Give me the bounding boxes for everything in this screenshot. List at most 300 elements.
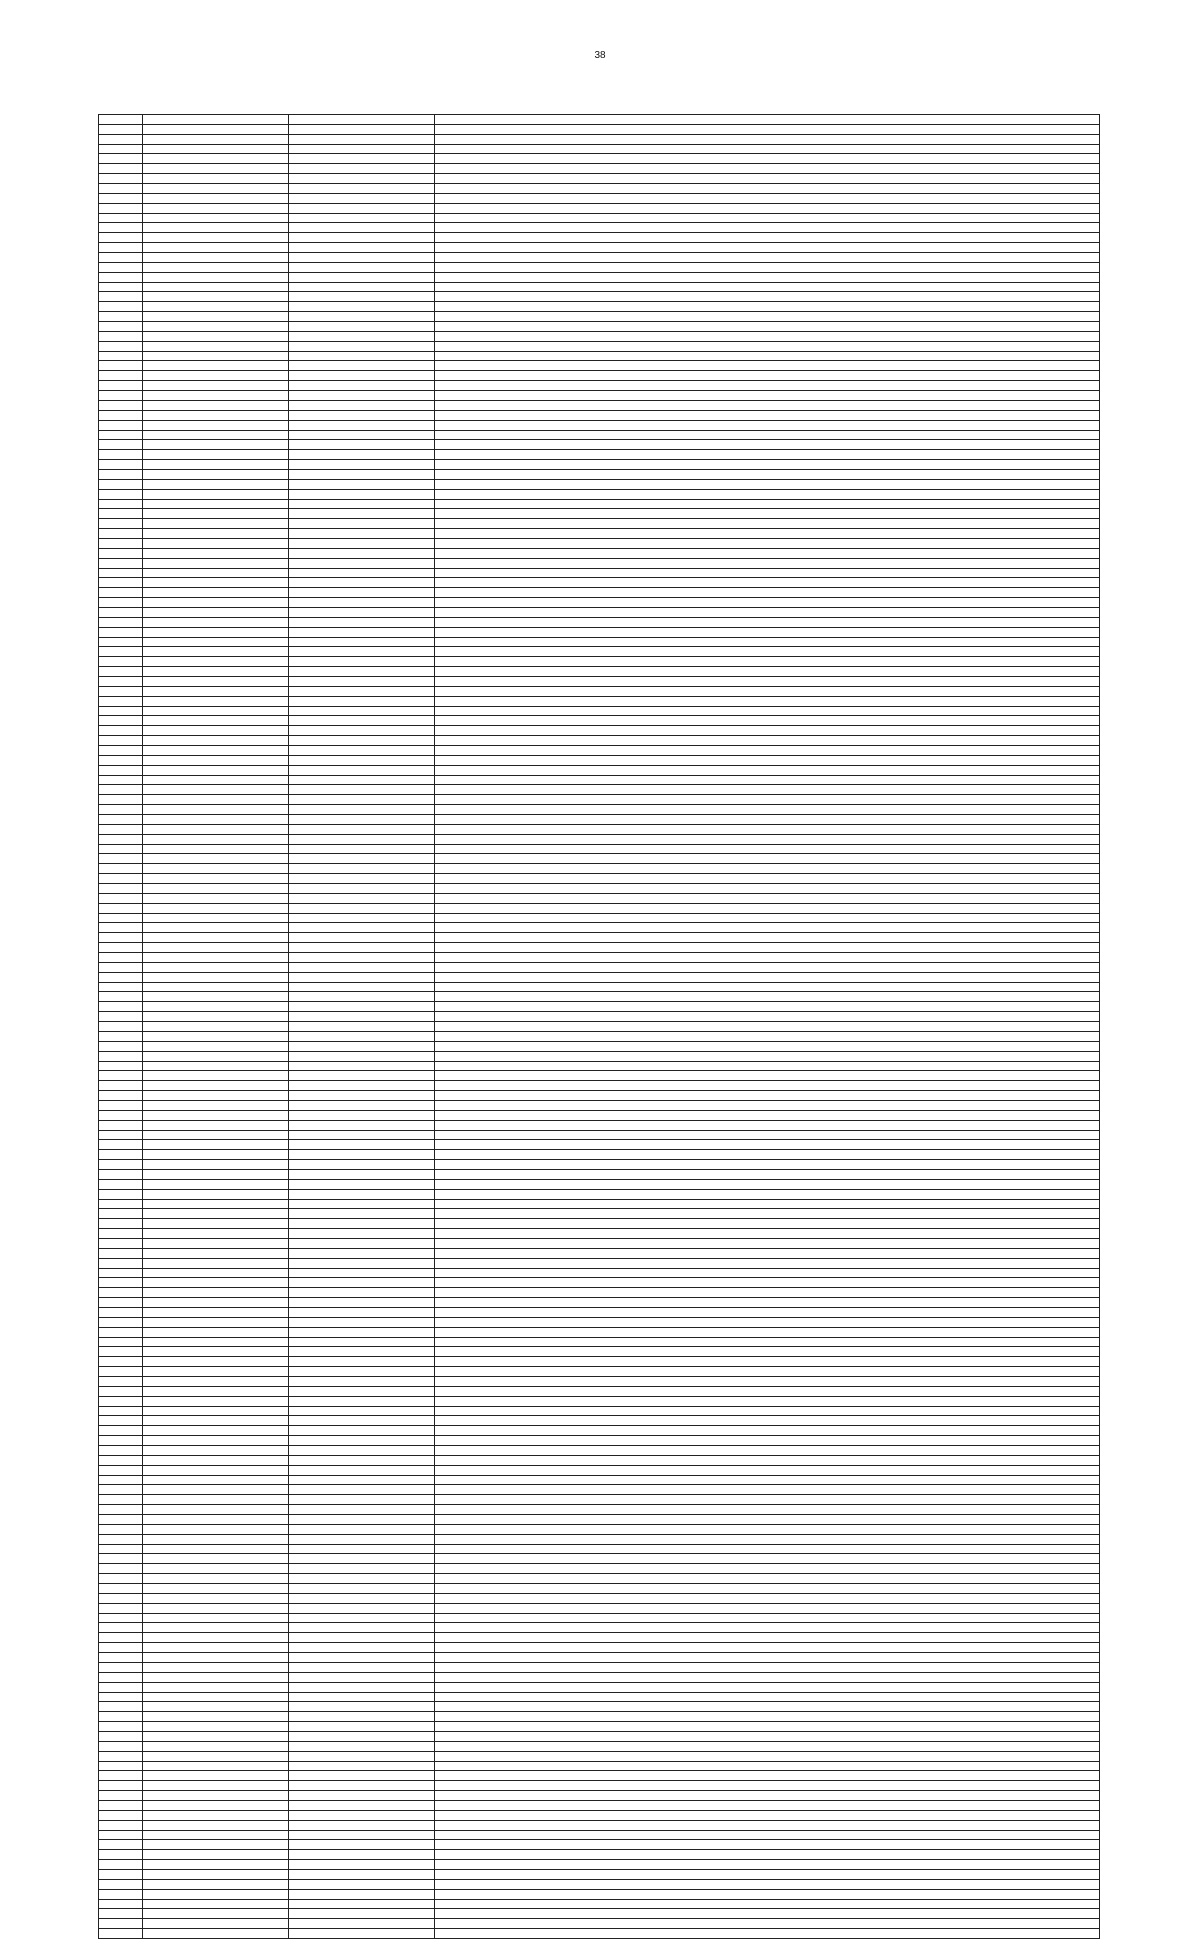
table-row [99, 1889, 1100, 1899]
address-cell [435, 588, 1100, 598]
empty-cell [289, 1298, 435, 1308]
empty-cell [289, 410, 435, 420]
row-number-cell [99, 124, 143, 134]
row-number-cell [99, 548, 143, 558]
empty-cell [289, 469, 435, 479]
cadastral-number-cell [143, 686, 289, 696]
cadastral-number-cell [143, 1781, 289, 1791]
empty-cell [289, 1219, 435, 1229]
address-cell [435, 1130, 1100, 1140]
address-cell [435, 1110, 1100, 1120]
table-row [99, 529, 1100, 539]
address-cell [435, 1564, 1100, 1574]
row-number-cell [99, 558, 143, 568]
cadastral-number-cell [143, 391, 289, 401]
cadastral-number-cell [143, 1653, 289, 1663]
table-row [99, 420, 1100, 430]
row-number-cell [99, 1229, 143, 1239]
address-cell [435, 341, 1100, 351]
empty-cell [289, 499, 435, 509]
empty-cell [289, 144, 435, 154]
address-cell [435, 1830, 1100, 1840]
empty-cell [289, 1879, 435, 1889]
table-row [99, 184, 1100, 194]
row-number-cell [99, 499, 143, 509]
empty-cell [289, 302, 435, 312]
address-cell [435, 400, 1100, 410]
cadastral-number-cell [143, 1662, 289, 1672]
empty-cell [289, 686, 435, 696]
table-row [99, 1041, 1100, 1051]
cadastral-number-cell [143, 1554, 289, 1564]
cadastral-number-cell [143, 795, 289, 805]
empty-cell [289, 864, 435, 874]
empty-cell [289, 1317, 435, 1327]
address-cell [435, 1495, 1100, 1505]
row-number-cell [99, 243, 143, 253]
address-cell [435, 746, 1100, 756]
row-number-cell [99, 795, 143, 805]
table-row [99, 1662, 1100, 1672]
cadastral-number-cell [143, 469, 289, 479]
row-number-cell [99, 1278, 143, 1288]
row-number-cell [99, 1268, 143, 1278]
row-number-cell [99, 1761, 143, 1771]
table-row [99, 864, 1100, 874]
empty-cell [289, 233, 435, 243]
address-cell [435, 154, 1100, 164]
table-row [99, 568, 1100, 578]
row-number-cell [99, 1692, 143, 1702]
table-row [99, 992, 1100, 1002]
row-number-cell [99, 1869, 143, 1879]
cadastral-number-cell [143, 1209, 289, 1219]
address-cell [435, 1505, 1100, 1515]
table-row [99, 667, 1100, 677]
address-cell [435, 1820, 1100, 1830]
cadastral-number-cell [143, 726, 289, 736]
address-cell [435, 538, 1100, 548]
table-row [99, 361, 1100, 371]
table-row [99, 1357, 1100, 1367]
empty-cell [289, 834, 435, 844]
empty-cell [289, 558, 435, 568]
empty-cell [289, 568, 435, 578]
row-number-cell [99, 1347, 143, 1357]
row-number-cell [99, 371, 143, 381]
address-cell [435, 1919, 1100, 1929]
address-cell [435, 1248, 1100, 1258]
empty-cell [289, 1446, 435, 1456]
row-number-cell [99, 1377, 143, 1387]
cadastral-number-cell [143, 1771, 289, 1781]
address-cell [435, 1781, 1100, 1791]
table-row [99, 982, 1100, 992]
cadastral-number-cell [143, 1623, 289, 1633]
row-number-cell [99, 1771, 143, 1781]
empty-cell [289, 884, 435, 894]
empty-cell [289, 923, 435, 933]
cadastral-number-cell [143, 1051, 289, 1061]
address-cell [435, 1219, 1100, 1229]
row-number-cell [99, 726, 143, 736]
cadastral-number-cell [143, 1446, 289, 1456]
cadastral-number-cell [143, 144, 289, 154]
row-number-cell [99, 982, 143, 992]
cadastral-number-cell [143, 272, 289, 282]
empty-cell [289, 322, 435, 332]
empty-cell [289, 1623, 435, 1633]
cadastral-number-cell [143, 1731, 289, 1741]
empty-cell [289, 588, 435, 598]
empty-cell [289, 1209, 435, 1219]
row-number-cell [99, 1120, 143, 1130]
cadastral-number-cell [143, 203, 289, 213]
table-row [99, 489, 1100, 499]
address-cell [435, 992, 1100, 1002]
table-row [99, 1081, 1100, 1091]
cadastral-number-cell [143, 1524, 289, 1534]
cadastral-number-cell [143, 1298, 289, 1308]
cadastral-number-cell [143, 1012, 289, 1022]
row-number-cell [99, 1534, 143, 1544]
table-row [99, 400, 1100, 410]
cadastral-number-cell [143, 331, 289, 341]
table-row [99, 1712, 1100, 1722]
empty-cell [289, 1307, 435, 1317]
address-cell [435, 617, 1100, 627]
cadastral-number-cell [143, 1436, 289, 1446]
empty-cell [289, 1150, 435, 1160]
address-cell [435, 322, 1100, 332]
cadastral-number-cell [143, 1603, 289, 1613]
row-number-cell [99, 1406, 143, 1416]
table-row [99, 1722, 1100, 1732]
empty-cell [289, 1248, 435, 1258]
row-number-cell [99, 765, 143, 775]
table-row [99, 913, 1100, 923]
row-number-cell [99, 874, 143, 884]
cadastral-number-cell [143, 1091, 289, 1101]
table-row [99, 815, 1100, 825]
cadastral-number-cell [143, 1347, 289, 1357]
row-number-cell [99, 933, 143, 943]
table-row [99, 1850, 1100, 1860]
address-cell [435, 1850, 1100, 1860]
cadastral-number-cell [143, 1810, 289, 1820]
empty-cell [289, 1436, 435, 1446]
table-row [99, 1219, 1100, 1229]
empty-cell [289, 400, 435, 410]
address-cell [435, 124, 1100, 134]
empty-cell [289, 548, 435, 558]
empty-cell [289, 1791, 435, 1801]
row-number-cell [99, 1682, 143, 1692]
cadastral-number-cell [143, 933, 289, 943]
empty-cell [289, 1712, 435, 1722]
cadastral-number-cell [143, 1889, 289, 1899]
empty-cell [289, 1327, 435, 1337]
table-row [99, 213, 1100, 223]
empty-cell [289, 1278, 435, 1288]
empty-cell [289, 795, 435, 805]
row-number-cell [99, 509, 143, 519]
address-cell [435, 874, 1100, 884]
row-number-cell [99, 1593, 143, 1603]
empty-cell [289, 1465, 435, 1475]
row-number-cell [99, 903, 143, 913]
empty-cell [289, 1258, 435, 1268]
empty-cell [289, 440, 435, 450]
address-cell [435, 1160, 1100, 1170]
address-cell [435, 1031, 1100, 1041]
cadastral-number-cell [143, 578, 289, 588]
row-number-cell [99, 1860, 143, 1870]
row-number-cell [99, 193, 143, 203]
empty-cell [289, 1041, 435, 1051]
row-number-cell [99, 400, 143, 410]
row-number-cell [99, 203, 143, 213]
row-number-cell [99, 282, 143, 292]
empty-cell [289, 1189, 435, 1199]
row-number-cell [99, 657, 143, 667]
row-number-cell [99, 430, 143, 440]
empty-cell [289, 1367, 435, 1377]
cadastral-number-cell [143, 1150, 289, 1160]
cadastral-number-cell [143, 1169, 289, 1179]
cadastral-number-cell [143, 1455, 289, 1465]
address-cell [435, 1288, 1100, 1298]
table-row [99, 134, 1100, 144]
table-row [99, 1879, 1100, 1889]
table-row [99, 736, 1100, 746]
row-number-cell [99, 1850, 143, 1860]
empty-cell [289, 1169, 435, 1179]
cadastral-number-cell [143, 1515, 289, 1525]
row-number-cell [99, 568, 143, 578]
row-number-cell [99, 923, 143, 933]
empty-cell [289, 509, 435, 519]
address-cell [435, 1416, 1100, 1426]
table-row [99, 1022, 1100, 1032]
address-cell [435, 440, 1100, 450]
cadastral-number-cell [143, 1179, 289, 1189]
table-row [99, 1485, 1100, 1495]
table-row [99, 479, 1100, 489]
cadastral-number-cell [143, 854, 289, 864]
table-row [99, 972, 1100, 982]
row-number-cell [99, 1367, 143, 1377]
address-cell [435, 1377, 1100, 1387]
table-row [99, 1406, 1100, 1416]
address-cell [435, 1465, 1100, 1475]
empty-cell [289, 243, 435, 253]
table-row [99, 775, 1100, 785]
cadastral-number-cell [143, 1416, 289, 1426]
table-row [99, 676, 1100, 686]
address-cell [435, 824, 1100, 834]
cadastral-number-cell [143, 1041, 289, 1051]
cadastral-number-cell [143, 282, 289, 292]
empty-cell [289, 450, 435, 460]
row-number-cell [99, 1603, 143, 1613]
row-number-cell [99, 1258, 143, 1268]
address-cell [435, 410, 1100, 420]
table-row [99, 1130, 1100, 1140]
cadastral-number-cell [143, 1495, 289, 1505]
table-row [99, 637, 1100, 647]
address-cell [435, 1840, 1100, 1850]
cadastral-number-cell [143, 1100, 289, 1110]
cadastral-number-cell [143, 775, 289, 785]
row-number-cell [99, 1524, 143, 1534]
empty-cell [289, 913, 435, 923]
cadastral-number-cell [143, 1712, 289, 1722]
cadastral-number-cell [143, 253, 289, 263]
table-row [99, 1495, 1100, 1505]
row-number-cell [99, 716, 143, 726]
table-row [99, 1209, 1100, 1219]
table-row [99, 1317, 1100, 1327]
empty-cell [289, 1741, 435, 1751]
cadastral-number-cell [143, 588, 289, 598]
address-cell [435, 1022, 1100, 1032]
row-number-cell [99, 154, 143, 164]
cadastral-number-cell [143, 1850, 289, 1860]
cadastral-number-cell [143, 1061, 289, 1071]
row-number-cell [99, 1909, 143, 1919]
address-cell [435, 223, 1100, 233]
empty-cell [289, 124, 435, 134]
table-row [99, 1554, 1100, 1564]
empty-cell [289, 943, 435, 953]
empty-cell [289, 1357, 435, 1367]
row-number-cell [99, 598, 143, 608]
cadastral-number-cell [143, 351, 289, 361]
row-number-cell [99, 1446, 143, 1456]
row-number-cell [99, 1800, 143, 1810]
empty-cell [289, 164, 435, 174]
table-row [99, 253, 1100, 263]
address-cell [435, 489, 1100, 499]
empty-cell [289, 962, 435, 972]
table-row [99, 499, 1100, 509]
address-cell [435, 1455, 1100, 1465]
cadastral-number-cell [143, 1219, 289, 1229]
row-number-cell [99, 607, 143, 617]
cadastral-number-cell [143, 1002, 289, 1012]
empty-cell [289, 529, 435, 539]
cadastral-number-cell [143, 174, 289, 184]
cadastral-number-cell [143, 736, 289, 746]
table-row [99, 1327, 1100, 1337]
cadastral-number-cell [143, 1574, 289, 1584]
empty-cell [289, 933, 435, 943]
empty-cell [289, 1820, 435, 1830]
row-number-cell [99, 233, 143, 243]
address-cell [435, 1446, 1100, 1456]
table-row [99, 627, 1100, 637]
address-cell [435, 519, 1100, 529]
cadastral-number-cell [143, 657, 289, 667]
empty-cell [289, 1160, 435, 1170]
row-number-cell [99, 1702, 143, 1712]
empty-cell [289, 736, 435, 746]
row-number-cell [99, 1465, 143, 1475]
table-row [99, 1810, 1100, 1820]
cadastral-number-cell [143, 489, 289, 499]
row-number-cell [99, 1840, 143, 1850]
empty-cell [289, 1071, 435, 1081]
empty-cell [289, 1061, 435, 1071]
address-cell [435, 893, 1100, 903]
empty-cell [289, 627, 435, 637]
address-cell [435, 667, 1100, 677]
address-cell [435, 785, 1100, 795]
address-cell [435, 1307, 1100, 1317]
cadastral-number-cell [143, 1702, 289, 1712]
row-number-cell [99, 755, 143, 765]
row-number-cell [99, 746, 143, 756]
row-number-cell [99, 1091, 143, 1101]
row-number-cell [99, 1307, 143, 1317]
empty-cell [289, 1416, 435, 1426]
cadastral-number-cell [143, 538, 289, 548]
address-cell [435, 1347, 1100, 1357]
table-row [99, 440, 1100, 450]
empty-cell [289, 282, 435, 292]
address-cell [435, 805, 1100, 815]
address-cell [435, 1189, 1100, 1199]
address-cell [435, 203, 1100, 213]
empty-cell [289, 184, 435, 194]
empty-cell [289, 824, 435, 834]
address-cell [435, 1722, 1100, 1732]
empty-cell [289, 1130, 435, 1140]
table-row [99, 1298, 1100, 1308]
table-row [99, 1919, 1100, 1929]
address-cell [435, 213, 1100, 223]
cadastral-number-cell [143, 1238, 289, 1248]
empty-cell [289, 1800, 435, 1810]
row-number-cell [99, 538, 143, 548]
table-row [99, 933, 1100, 943]
cadastral-number-cell [143, 1929, 289, 1939]
row-number-cell [99, 706, 143, 716]
table-row [99, 548, 1100, 558]
cadastral-number-cell [143, 1396, 289, 1406]
cadastral-number-cell [143, 834, 289, 844]
row-number-cell [99, 253, 143, 263]
empty-cell [289, 903, 435, 913]
address-cell [435, 1475, 1100, 1485]
cadastral-number-cell [143, 637, 289, 647]
table-row [99, 460, 1100, 470]
table-row [99, 1929, 1100, 1939]
cadastral-number-cell [143, 1505, 289, 1515]
row-number-cell [99, 824, 143, 834]
empty-cell [289, 1288, 435, 1298]
empty-cell [289, 1238, 435, 1248]
table-row [99, 282, 1100, 292]
table-row [99, 746, 1100, 756]
table-row [99, 962, 1100, 972]
empty-cell [289, 953, 435, 963]
table-row [99, 558, 1100, 568]
row-number-cell [99, 676, 143, 686]
address-cell [435, 686, 1100, 696]
cadastral-number-cell [143, 1357, 289, 1367]
